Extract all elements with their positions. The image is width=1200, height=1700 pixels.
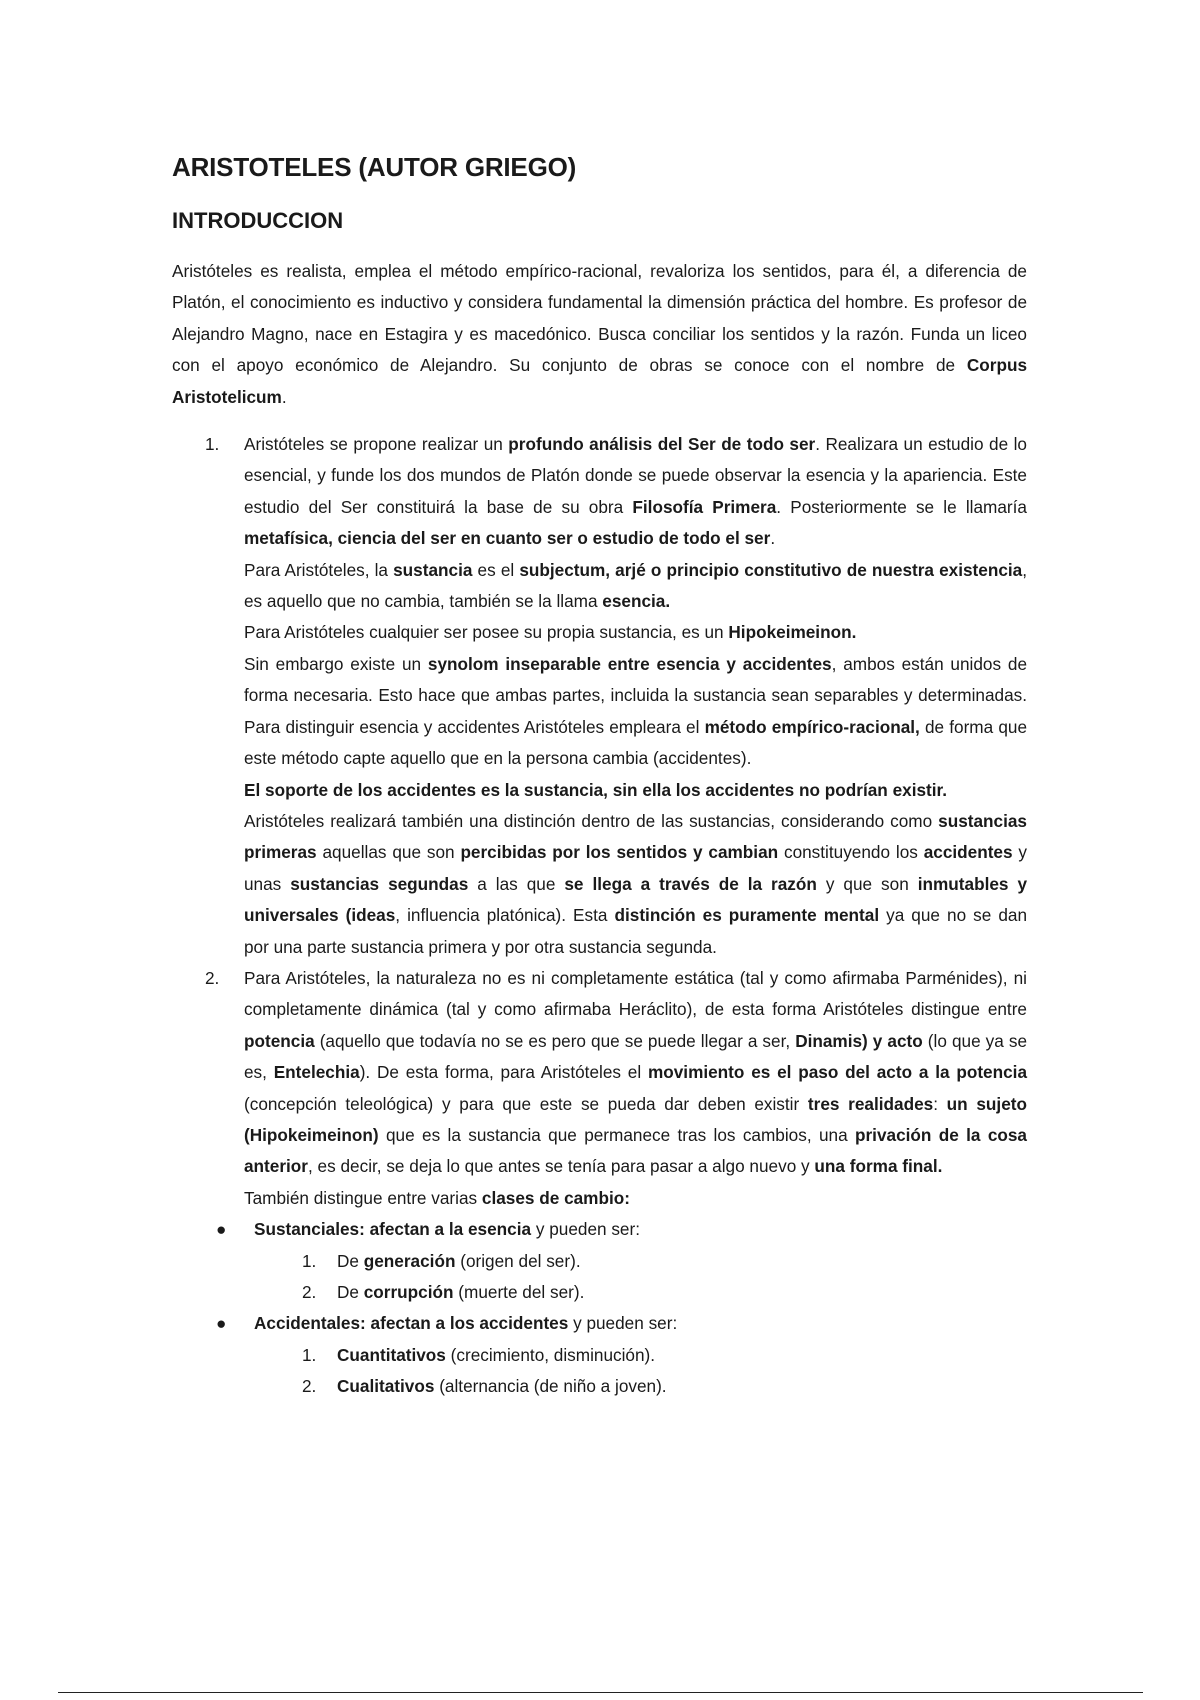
bullet-item-sustanciales — [172, 1214, 1027, 1245]
sub-list-item — [172, 1246, 1027, 1277]
text-run: ). De esta forma, para Aristóteles el — [359, 1062, 648, 1083]
text-run: (muerte del ser). — [453, 1282, 585, 1302]
bold-run: sustancias primeras — [244, 810, 1027, 863]
sub-list-item — [172, 1371, 1027, 1402]
bold-run: subjectum, arjé o principio constitutivo de nuestra existencia — [519, 559, 1023, 580]
item1-paragraph — [244, 775, 1027, 806]
text-run: y unas — [244, 842, 1028, 894]
sub-list-text — [337, 1376, 667, 1396]
bold-run: esencia. — [602, 591, 671, 612]
bold-run: Cualitativos — [337, 1376, 435, 1397]
text-run: De — [337, 1282, 364, 1302]
document-title: ARISTOTELES (AUTOR GRIEGO) — [172, 152, 577, 182]
bold-run: privación de la cosa anterior — [244, 1124, 1027, 1177]
text-run: De — [337, 1250, 364, 1271]
intro-paragraph — [172, 256, 1027, 413]
text-run: (origen del ser). — [455, 1250, 581, 1271]
sub-list-number: 2. — [302, 1282, 317, 1302]
text-run: También distingue entre varias — [244, 1187, 482, 1208]
item1-paragraph — [244, 649, 1027, 775]
text-run: de forma que este método capte aquello que en la persona cambia (accidentes). — [244, 716, 1028, 769]
text-run: y que son — [816, 873, 918, 894]
bullet-list — [172, 1214, 1027, 1402]
text-run: ya que no se dan por una parte sustancia primera y por otra sustancia segunda. — [244, 905, 1028, 957]
text-run: Para Aristóteles, la naturaleza no es ni completamente estática (tal y como afirmaba Parménides), ni completamente dinámica (tal y como afirmaba Heráclito), de esta forma Aristóteles distingue entre — [244, 967, 1027, 1020]
bold-run: profundo análisis del Ser de todo ser — [508, 434, 816, 455]
text-run: Aristóteles es realista, emplea el método empírico-racional, revaloriza los sentidos, para él, a diferencia de Platón, el conocimiento es inductivo y considera fundamental la dimensión práctica del hombre. Es profesor de Alejandro Magno, nace en Estagira y es macedónico. Busca conciliar los sentidos y la razón. Funda un liceo con el apoyo económico de Alejandro. Su conjunto de obras se conoce con el nombre de — [172, 261, 1027, 376]
section-heading-introduccion: INTRODUCCION — [172, 208, 344, 233]
text-run: : — [933, 1093, 947, 1114]
sub-list-text — [337, 1282, 584, 1302]
sub-list-item — [172, 1277, 1027, 1308]
item2-paragraph — [244, 963, 1027, 1183]
bold-run: Corpus Aristotelicum — [172, 355, 1027, 407]
text-run: (lo que ya se es, — [244, 1030, 1028, 1083]
bold-run: Cuantitativos — [337, 1344, 446, 1365]
text-run: (concepción teleológica) y para que este se pueda dar deben existir — [244, 1093, 808, 1114]
sub-list-text — [337, 1345, 655, 1365]
text-run: . Posteriormente se le llamaría — [776, 496, 1027, 517]
text-run: , es decir, se deja lo que antes se tenía para pasar a algo nuevo y — [308, 1156, 815, 1177]
text-run: Aristóteles se propone realizar un — [244, 434, 509, 455]
bold-run: generación — [363, 1250, 456, 1271]
text-run: aquellas que son — [316, 842, 461, 863]
bold-run: El soporte de los accidentes es la sustancia, sin ella los accidentes no podrían existir. — [244, 779, 948, 800]
text-run: constituyendo los — [778, 842, 924, 863]
bold-run: Hipokeimeinon. — [728, 622, 857, 643]
sub-list-number: 1. — [302, 1250, 317, 1271]
text-run: es el — [472, 559, 520, 580]
text-run: , influencia platónica). Esta — [395, 905, 615, 926]
item1-paragraph — [244, 555, 1027, 618]
text-run: a las que — [468, 873, 565, 894]
bold-run: accidentes — [923, 842, 1013, 863]
bold-run: Accidentales: afectan a los accidentes — [254, 1313, 569, 1334]
bold-run: tres realidades — [807, 1093, 934, 1114]
bold-run: un sujeto (Hipokeimeinon) — [244, 1093, 1027, 1145]
bullet-text — [254, 1219, 640, 1239]
text-run: Aristóteles realizará también una distinción dentro de las sustancias, considerando como — [244, 810, 939, 831]
text-run: , ambos están unidos de forma necesaria. Esto hace que ambas partes, incluida la sustancia sean separables y determinadas. Para distinguir esencia y accidentes Aristóteles empleara el — [244, 653, 1028, 737]
text-run: Para Aristóteles, la — [244, 559, 394, 580]
text-run: que es la sustancia que permanece tras los cambios, una — [378, 1124, 855, 1145]
text-run: . — [770, 528, 776, 549]
list-number: 1. — [205, 434, 220, 455]
sub-list-item — [172, 1340, 1027, 1371]
bold-run: sustancia — [393, 559, 473, 580]
bold-run: Dinamis) y acto — [795, 1030, 923, 1051]
bold-run: distinción es puramente mental — [614, 905, 880, 926]
text-run: (alternancia (de niño a joven). — [434, 1376, 667, 1397]
bold-run: movimiento es el paso del acto a la potencia — [647, 1062, 1027, 1083]
bold-run: percibidas por los sentidos y cambian — [460, 842, 779, 863]
bold-run: corrupción — [363, 1282, 454, 1302]
bold-run: Sustanciales: afectan a la esencia — [254, 1219, 532, 1240]
text-run: Para Aristóteles cualquier ser posee su propia sustancia, es un — [244, 622, 729, 643]
item1-paragraph — [244, 429, 1027, 555]
numbered-list — [172, 429, 1027, 1214]
text-run: y pueden ser: — [531, 1219, 640, 1240]
bold-run: metafísica, ciencia del ser en cuanto ser o estudio de todo el ser — [244, 528, 771, 549]
bullet-text — [254, 1313, 677, 1333]
bold-run: Entelechia — [273, 1062, 360, 1083]
bullet-dot-icon: ● — [216, 1313, 227, 1334]
document-page — [172, 140, 1027, 1403]
bold-run: se llega a través de la razón — [564, 873, 817, 894]
list-item-1 — [172, 429, 1027, 963]
footer-divider — [58, 1692, 1143, 1693]
list-number: 2. — [205, 967, 220, 988]
list-item-2 — [172, 963, 1027, 1214]
text-run: Sin embargo existe un — [244, 653, 428, 674]
bullet-item-accidentales — [172, 1308, 1027, 1339]
bullet-dot-icon: ● — [216, 1219, 227, 1240]
bold-run: Filosofía Primera — [632, 496, 777, 517]
sub-list-text — [337, 1251, 581, 1271]
sub-list-number: 2. — [302, 1376, 317, 1397]
sub-list-number: 1. — [302, 1344, 317, 1365]
item1-paragraph — [244, 617, 1027, 648]
bold-run: synolom inseparable entre esencia y accidentes — [427, 653, 832, 674]
text-run: y pueden ser: — [568, 1313, 678, 1334]
bold-run: inmutables y universales (ideas — [244, 873, 1028, 926]
text-run: . Realizara un estudio de lo esencial, y funde los dos mundos de Platón donde se puede observar la esencia y la apariencia. Este estudio del Ser constituirá la base de su obra — [244, 434, 1027, 517]
item1-paragraph — [244, 806, 1027, 963]
text-run: (aquello que todavía no se es pero que se puede llegar a ser, — [314, 1030, 796, 1051]
text-run: (crecimiento, disminución). — [445, 1344, 656, 1365]
bold-run: sustancias segundas — [290, 873, 469, 894]
bold-run: clases de cambio: — [481, 1187, 630, 1208]
bold-run: una forma final. — [814, 1156, 943, 1177]
bold-run: potencia — [244, 1030, 315, 1051]
bold-run: método empírico-racional, — [704, 716, 920, 737]
text-run: , es aquello que no cambia, también se la llama — [244, 559, 1028, 612]
item2-paragraph — [244, 1183, 1027, 1214]
text-run: . — [281, 386, 287, 407]
